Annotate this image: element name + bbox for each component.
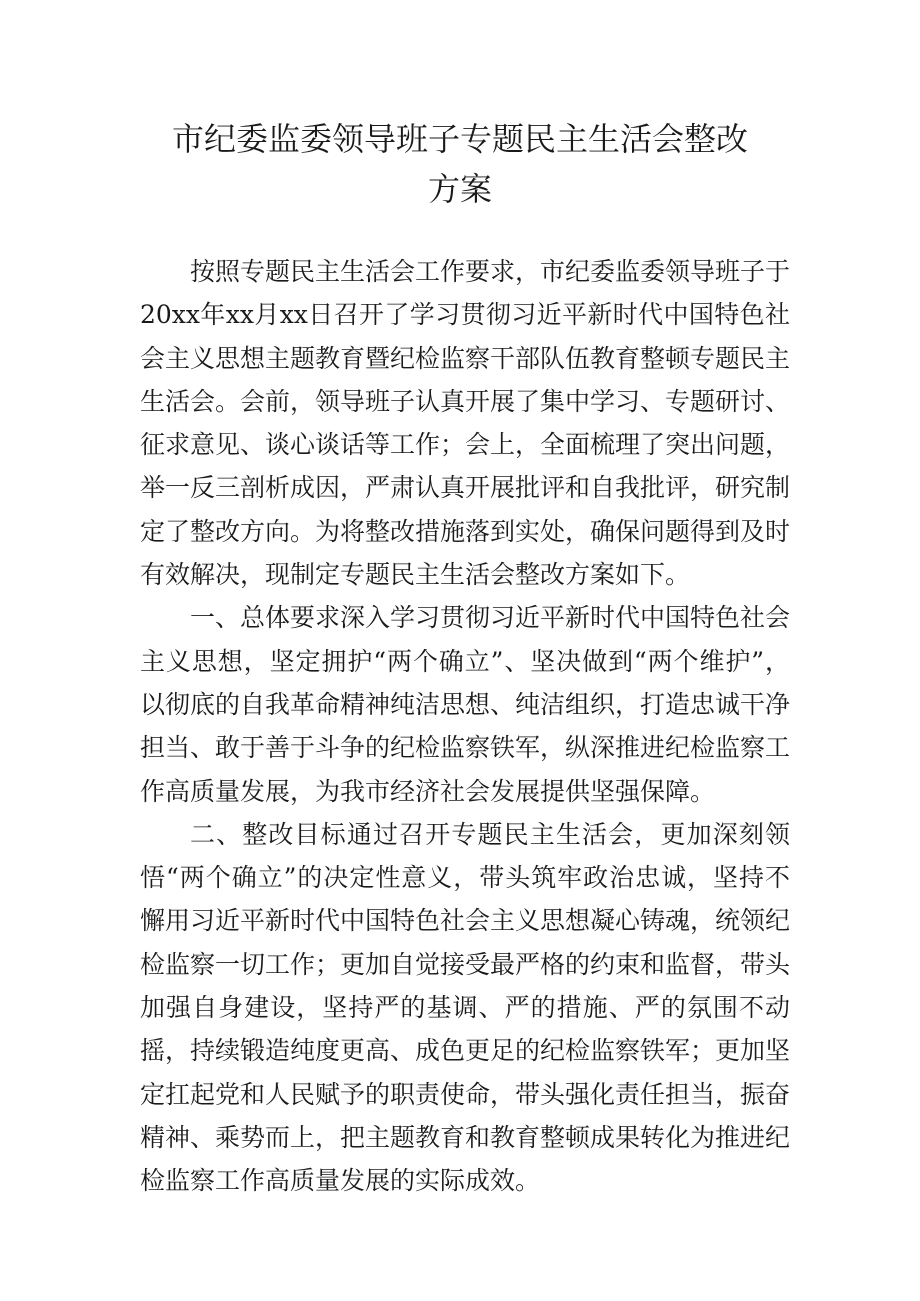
- paragraph-general-requirements: 一、总体要求深入学习贯彻习近平新时代中国特色社会主义思想，坚定拥护“两个确立”、坚决做到“两个维护”，以彻底的自我革命精神纯洁思想、纯洁组织，打造忠诚干净担当、敢于善于斗争的纪检监察铁军，纵深推进纪检监察工作高质量发展，为我市经济社会发展提供坚强保障。: [140, 603, 791, 806]
- document-title-line1: 市纪委监委领导班子专题民主生活会整改: [171, 120, 748, 158]
- document-body: [140, 250, 790, 1203]
- document-title-line2: 方案: [427, 170, 492, 208]
- paragraph-rectification-goals: 二、整改目标通过召开专题民主生活会，更加深刻领悟“两个确立”的决定性意义，带头筑牢政治忠诚，坚持不懈用习近平新时代中国特色社会主义思想凝心铸魂，统领纪检监察一切工作；更加自觉接受最严格的约束和监督，带头加强自身建设，坚持严的基调、严的措施、严的氛围不动摇，持续锻造纯度更高、成色更足的纪检监察铁军；更加坚定扛起党和人民赋予的职责使命，带头强化责任担当，振奋精神、乘势而上，把主题教育和教育整顿成果转化为推进纪检监察工作高质量发展的实际成效。: [140, 819, 791, 1196]
- paragraph-intro: 按照专题民主生活会工作要求，市纪委监委领导班子于20xx年xx月xx日召开了学习贯彻习近平新时代中国特色社会主义思想主题教育暨纪检监察干部队伍教育整顿专题民主生活会。会前，领导班子认真开展了集中学习、专题研讨、征求意见、谈心谈话等工作；会上，全面梳理了突出问题，举一反三剖析成因，严肃认真开展批评和自我批评，研究制定了整改方向。为将整改措施落到实处，确保问题得到及时有效解决，现制定专题民主生活会整改方案如下。: [140, 257, 791, 590]
